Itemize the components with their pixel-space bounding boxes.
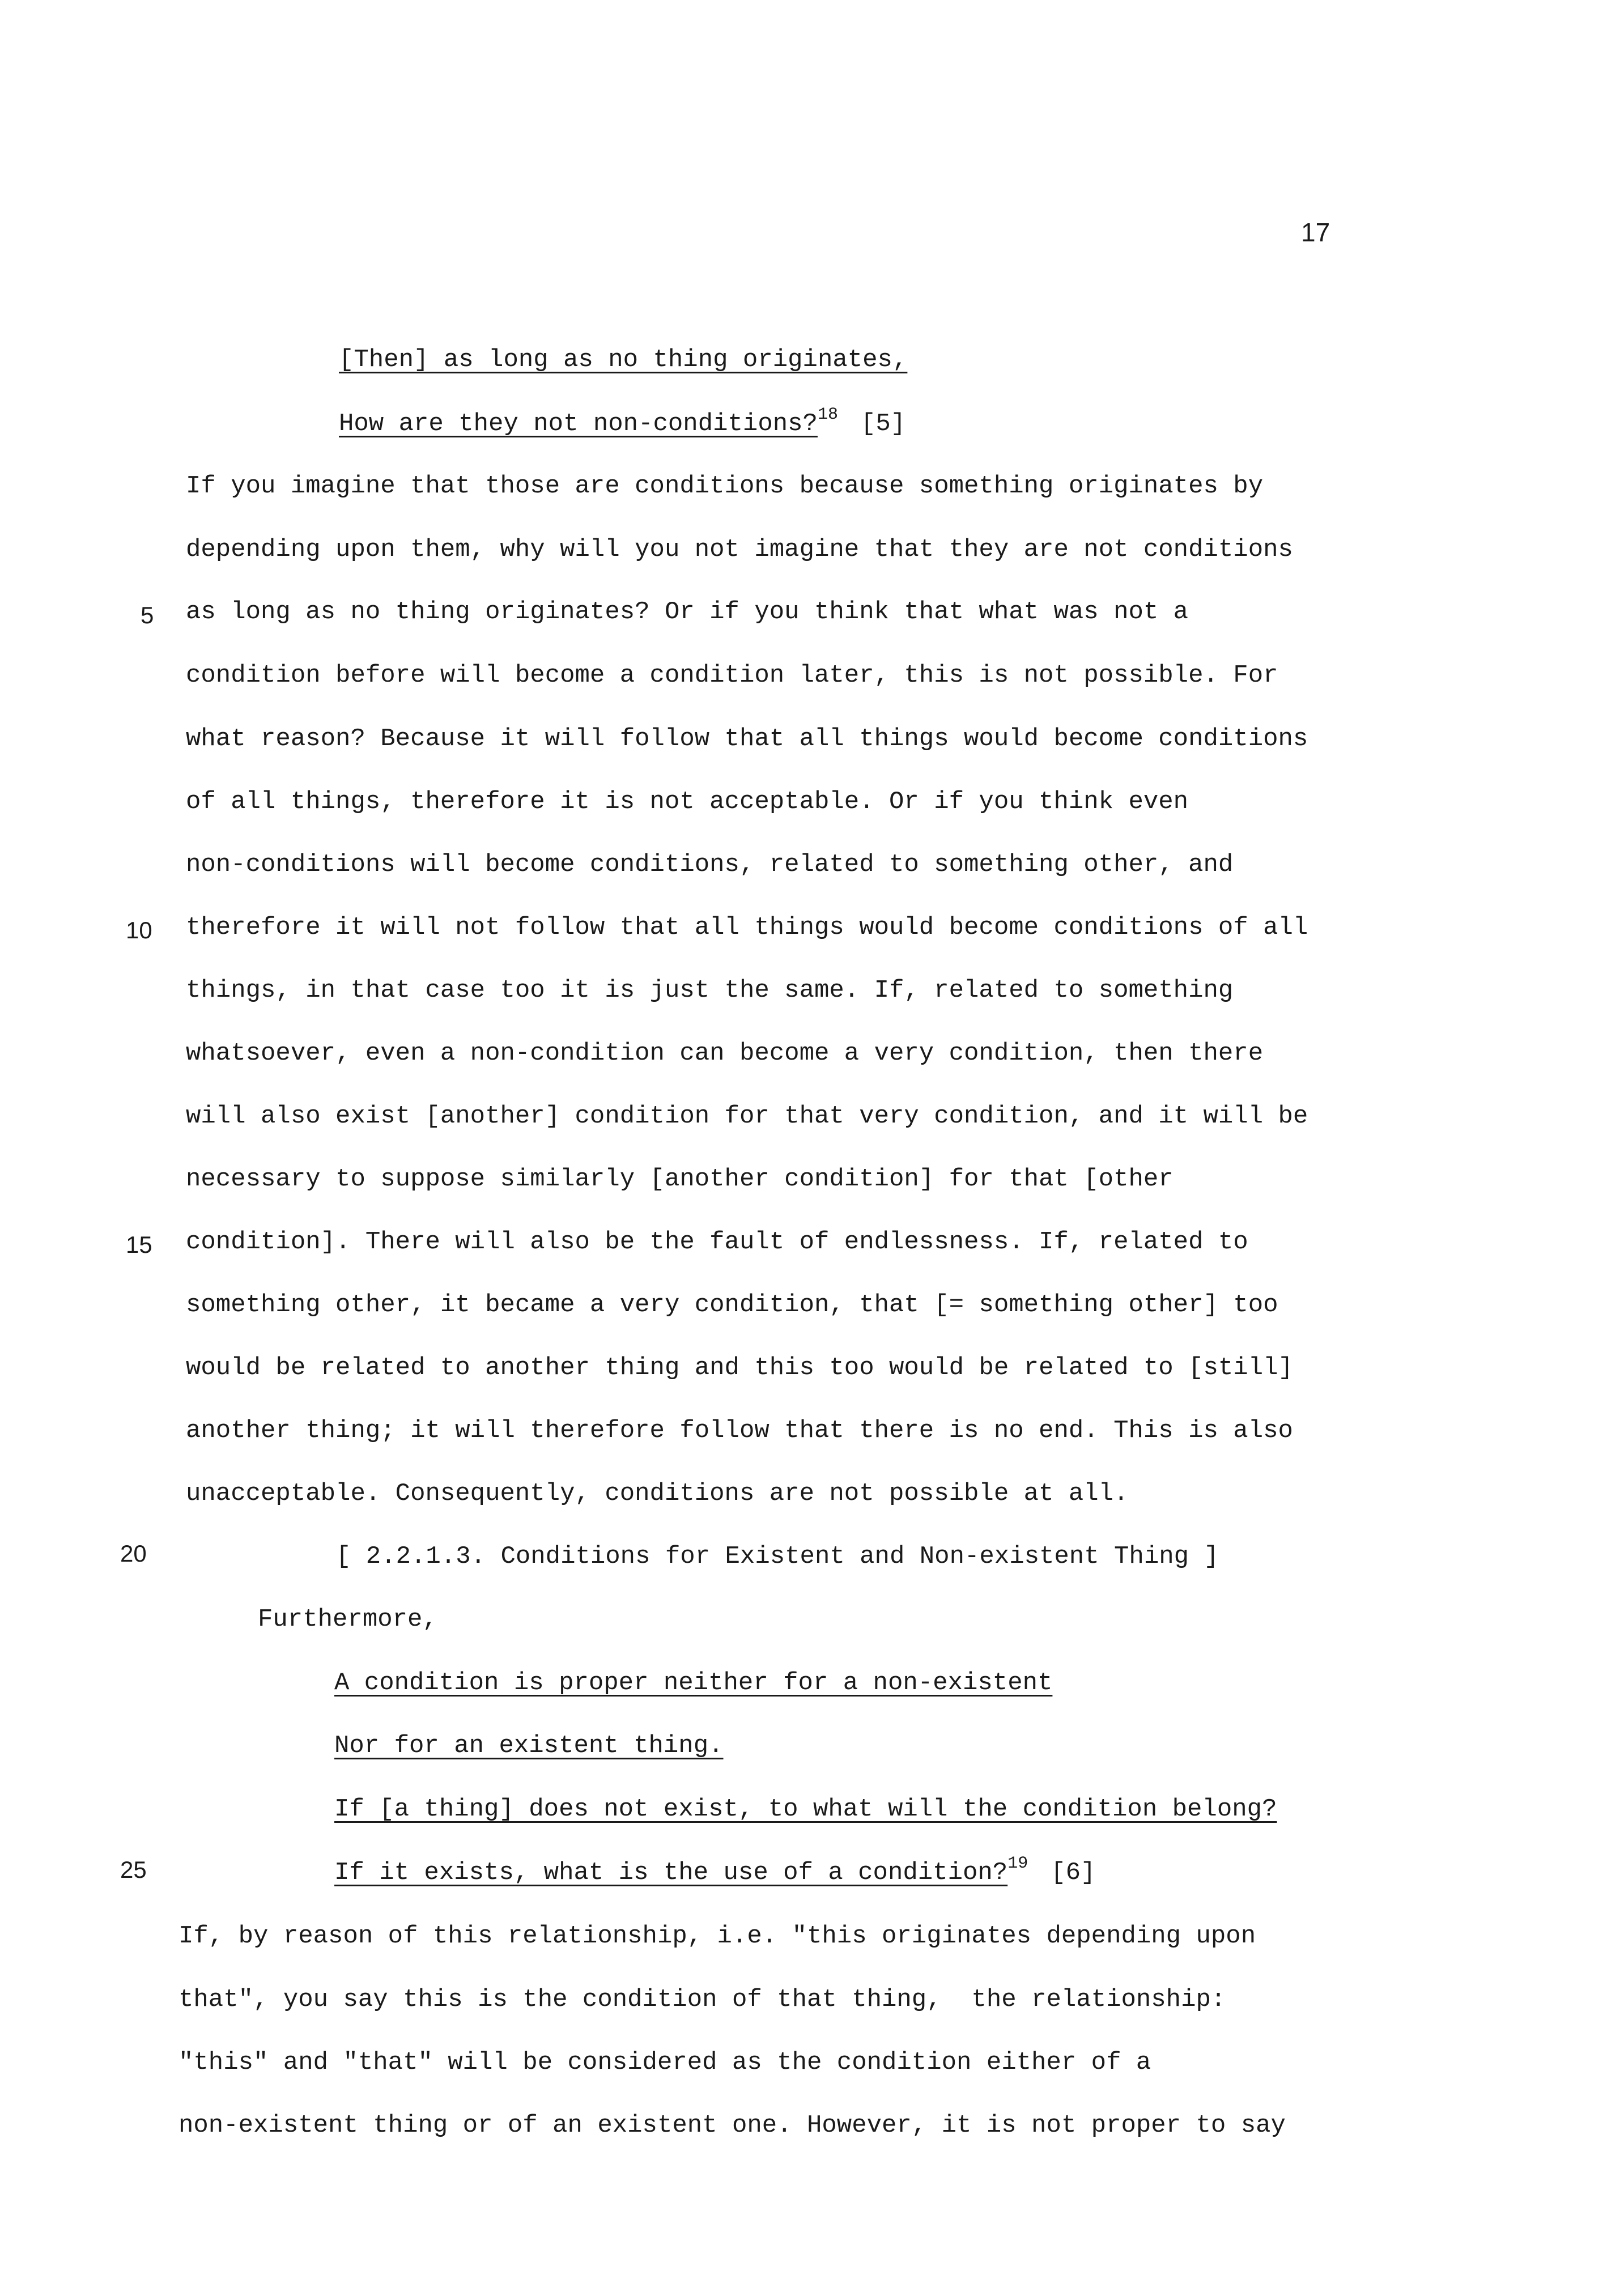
para1-line-17: unacceptable. Consequently, conditions are not possible at all. (186, 1479, 1129, 1508)
para2-line-1: If, by reason of this relationship, i.e. "this originates depending upon (178, 1922, 1256, 1950)
verse-5-line-2 (339, 407, 905, 441)
verse-6-line-1: A condition is proper neither for a non-existent (334, 1669, 1053, 1697)
footnote-ref-18: 18 (817, 405, 838, 424)
para1-line-1: If you imagine that those are conditions because something originates by (186, 472, 1264, 500)
para1-line-5: what reason? Because it will follow that all things would become conditions (186, 725, 1308, 753)
line-number-5: 5 (141, 602, 154, 628)
footnote-ref-19: 19 (1007, 1854, 1028, 1873)
para1-line-13: condition]. There will also be the fault of endlessness. If, related to (186, 1228, 1248, 1256)
para1-line-15: would be related to another thing and this too would be related to [still] (186, 1354, 1293, 1382)
page-number: 17 (1301, 218, 1330, 247)
para2-line-2: that", you say this is the condition of that thing, the relationship: (178, 1985, 1226, 2014)
line-number-10: 10 (126, 917, 152, 943)
para2-line-4: non-existent thing or of an existent one. However, it is not proper to say (178, 2111, 1286, 2140)
verse-6-line-2: Nor for an existent thing. (334, 1732, 724, 1760)
para1-line-6: of all things, therefore it is not acceptable. Or if you think even (186, 788, 1189, 816)
verse-number-6: [6] (1051, 1859, 1096, 1887)
verse-6-line-3: If [a thing] does not exist, to what will the condition belong? (334, 1795, 1277, 1823)
verse-6-text: If it exists, what is the use of a condition? (334, 1859, 1008, 1887)
furthermore: Furthermore, (258, 1605, 437, 1634)
para1-line-4: condition before will become a condition later, this is not possible. For (186, 661, 1278, 690)
para1-line-10: whatsoever, even a non-condition can become a very condition, then there (186, 1039, 1264, 1068)
line-number-25: 25 (120, 1856, 147, 1883)
verse-number-5: [5] (860, 410, 906, 438)
para1-line-9: things, in that case too it is just the same. If, related to something (186, 976, 1234, 1005)
para2-line-3: "this" and "that" will be considered as the condition either of a (178, 2048, 1151, 2077)
verse-5-line-1: [Then] as long as no thing originates, (339, 346, 908, 374)
para1-line-8: therefore it will not follow that all things would become conditions of all (186, 913, 1308, 942)
para1-line-12: necessary to suppose similarly [another condition] for that [other (186, 1165, 1174, 1193)
para1-line-3: as long as no thing originates? Or if you think that what was not a (186, 598, 1189, 626)
para1-line-11: will also exist [another] condition for that very condition, and it will be (186, 1102, 1308, 1130)
para1-line-16: another thing; it will therefore follow that there is no end. This is also (186, 1417, 1293, 1445)
para1-line-14: something other, it became a very condition, that [= something other] too (186, 1291, 1278, 1319)
para1-line-2: depending upon them, why will you not imagine that they are not conditions (186, 535, 1293, 564)
verse-6-line-4 (334, 1856, 1095, 1890)
line-number-20: 20 (120, 1540, 147, 1567)
section-heading: [ 2.2.1.3. Conditions for Existent and Non-existent Thing ] (336, 1542, 1219, 1571)
para1-line-7: non-conditions will become conditions, related to something other, and (186, 851, 1234, 879)
line-number-15: 15 (126, 1231, 152, 1258)
verse-5-text: How are they not non-conditions? (339, 410, 818, 438)
